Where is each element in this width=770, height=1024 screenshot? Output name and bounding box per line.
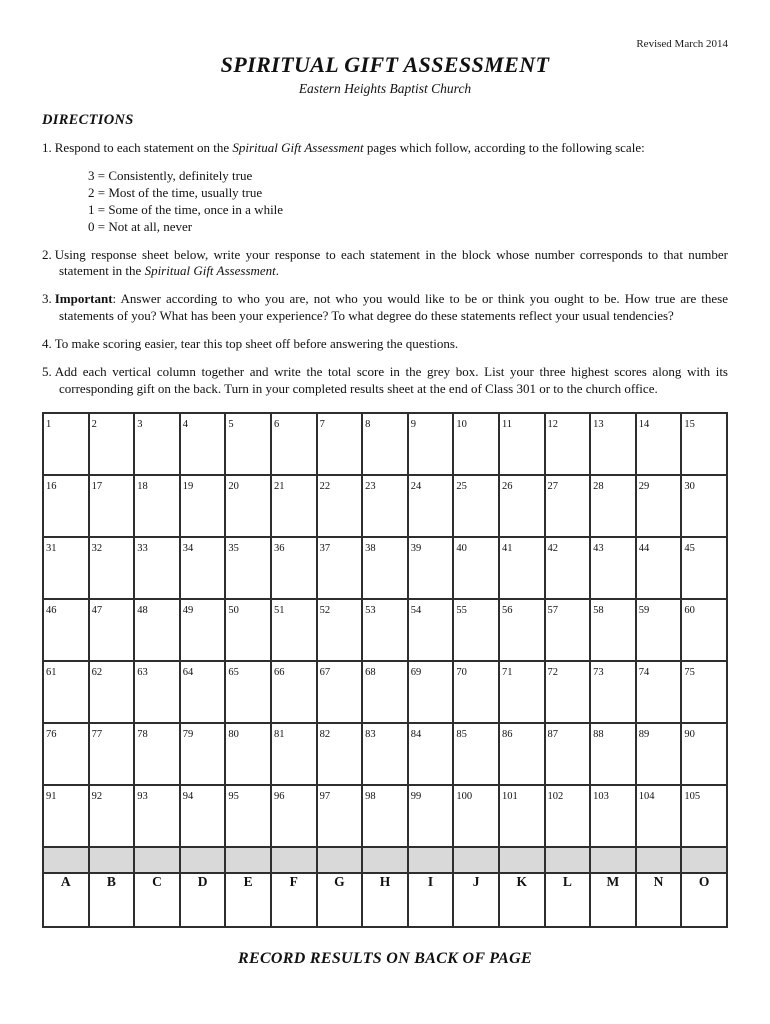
cell-number: 96 bbox=[273, 790, 285, 802]
answer-cell-15 bbox=[681, 413, 727, 475]
answer-cell-19 bbox=[180, 475, 226, 537]
answer-cell-53 bbox=[362, 599, 408, 661]
cell-number: 89 bbox=[638, 728, 650, 740]
answer-cell-6 bbox=[271, 413, 317, 475]
cell-number: 63 bbox=[137, 666, 148, 678]
cell-number: 62 bbox=[91, 666, 103, 678]
answer-cell-59 bbox=[636, 599, 682, 661]
answer-cell-32 bbox=[89, 537, 135, 599]
answer-cell-102 bbox=[545, 785, 591, 847]
cell-number: 98 bbox=[365, 790, 376, 802]
cell-number: 15 bbox=[684, 418, 695, 430]
cell-number: 10 bbox=[456, 418, 467, 430]
gift-letter-D: D bbox=[180, 873, 226, 927]
cell-number: 103 bbox=[593, 790, 609, 802]
item-text: To make scoring easier, tear this top sheet off before answering the questions. bbox=[54, 336, 459, 352]
cell-number: 6 bbox=[273, 418, 280, 430]
answer-cell-63 bbox=[134, 661, 180, 723]
cell-number: 16 bbox=[46, 480, 57, 492]
cell-number: 20 bbox=[228, 480, 239, 492]
item-number: 3. bbox=[42, 291, 52, 307]
cell-number: 87 bbox=[547, 728, 559, 740]
answer-cell-8 bbox=[362, 413, 408, 475]
gift-letter-I: I bbox=[408, 873, 454, 927]
item-number: 2. bbox=[42, 246, 52, 262]
answer-cell-70 bbox=[453, 661, 499, 723]
total-score-cell-E bbox=[225, 847, 271, 873]
answer-cell-17 bbox=[89, 475, 135, 537]
page-subtitle: Eastern Heights Baptist Church bbox=[298, 81, 472, 96]
gift-letter-B: B bbox=[89, 873, 135, 927]
answer-cell-3 bbox=[134, 413, 180, 475]
answer-cell-90 bbox=[681, 723, 727, 785]
cell-number: 105 bbox=[684, 790, 701, 802]
answer-cell-49 bbox=[180, 599, 226, 661]
cell-number: 39 bbox=[410, 542, 422, 554]
answer-row bbox=[43, 599, 727, 661]
answer-cell-82 bbox=[317, 723, 363, 785]
cell-number: 68 bbox=[365, 666, 376, 678]
cell-number: 67 bbox=[319, 666, 331, 678]
answer-cell-77 bbox=[89, 723, 135, 785]
cell-number: 11 bbox=[501, 418, 513, 430]
total-score-cell-A bbox=[43, 847, 89, 873]
answer-cell-98 bbox=[362, 785, 408, 847]
cell-number: 25 bbox=[456, 480, 467, 492]
cell-number: 13 bbox=[593, 418, 604, 430]
cell-number: 79 bbox=[182, 728, 194, 740]
answer-cell-83 bbox=[362, 723, 408, 785]
total-score-cell-I bbox=[408, 847, 454, 873]
cell-number: 1 bbox=[46, 418, 52, 430]
answer-cell-74 bbox=[636, 661, 682, 723]
answer-cell-41 bbox=[499, 537, 545, 599]
cell-number: 44 bbox=[638, 542, 650, 554]
item-text: pages which follow, according to the following scale: bbox=[363, 140, 645, 155]
cell-number: 85 bbox=[456, 728, 467, 740]
cell-number: 78 bbox=[137, 728, 148, 740]
page-title: SPIRITUAL GIFT ASSESSMENT bbox=[220, 52, 550, 77]
cell-number: 66 bbox=[273, 666, 285, 678]
answer-row bbox=[43, 475, 727, 537]
answer-cell-51 bbox=[271, 599, 317, 661]
cell-number: 97 bbox=[319, 790, 331, 802]
footer-note: RECORD RESULTS ON BACK OF PAGE bbox=[238, 949, 532, 967]
item-text: . bbox=[275, 263, 280, 279]
direction-item-4 bbox=[42, 336, 728, 353]
answer-cell-68 bbox=[362, 661, 408, 723]
answer-cell-43 bbox=[590, 537, 636, 599]
answer-cell-67 bbox=[317, 661, 363, 723]
answer-cell-61 bbox=[43, 661, 89, 723]
answer-cell-12 bbox=[545, 413, 591, 475]
answer-cell-56 bbox=[499, 599, 545, 661]
scale-line-0: 0 = Not at all, never bbox=[88, 219, 193, 235]
total-score-cell-G bbox=[317, 847, 363, 873]
answer-cell-91 bbox=[43, 785, 89, 847]
total-score-cell-D bbox=[180, 847, 226, 873]
total-score-cell-L bbox=[545, 847, 591, 873]
cell-number: 3 bbox=[137, 418, 143, 430]
cell-number: 53 bbox=[365, 604, 376, 616]
cell-number: 50 bbox=[228, 604, 239, 616]
answer-cell-28 bbox=[590, 475, 636, 537]
answer-row bbox=[43, 785, 727, 847]
answer-row bbox=[43, 723, 727, 785]
cell-number: 61 bbox=[46, 666, 57, 678]
cell-number: 23 bbox=[365, 480, 376, 492]
gift-letter-E: E bbox=[225, 873, 271, 927]
answer-cell-42 bbox=[545, 537, 591, 599]
cell-number: 46 bbox=[46, 604, 57, 616]
answer-cell-104 bbox=[636, 785, 682, 847]
answer-cell-66 bbox=[271, 661, 317, 723]
answer-cell-85 bbox=[453, 723, 499, 785]
answer-cell-52 bbox=[317, 599, 363, 661]
cell-number: 34 bbox=[182, 542, 194, 554]
cell-number: 54 bbox=[410, 604, 422, 616]
answer-cell-97 bbox=[317, 785, 363, 847]
cell-number: 92 bbox=[91, 790, 103, 802]
answer-cell-92 bbox=[89, 785, 135, 847]
totals-row bbox=[43, 847, 727, 873]
revision-date: Revised March 2014 bbox=[636, 38, 728, 50]
cell-number: 22 bbox=[319, 480, 331, 492]
cell-number: 26 bbox=[501, 480, 513, 492]
answer-cell-24 bbox=[408, 475, 454, 537]
answer-cell-64 bbox=[180, 661, 226, 723]
item-text: Add each vertical column together and write the total score in the grey box. List your three highest scores along with its corresponding gift on the back. Turn in your completed results sheet at the end of Class 301 or to the church office. bbox=[54, 363, 728, 396]
cell-number: 52 bbox=[319, 604, 331, 616]
cell-number: 102 bbox=[547, 790, 564, 802]
gift-letter-O: O bbox=[681, 873, 727, 927]
cell-number: 91 bbox=[46, 790, 57, 802]
cell-number: 18 bbox=[137, 480, 148, 492]
cell-number: 99 bbox=[410, 790, 422, 802]
direction-item-2 bbox=[42, 247, 728, 281]
answer-cell-72 bbox=[545, 661, 591, 723]
answer-cell-2 bbox=[89, 413, 135, 475]
cell-number: 95 bbox=[228, 790, 239, 802]
answer-cell-54 bbox=[408, 599, 454, 661]
answer-cell-76 bbox=[43, 723, 89, 785]
cell-number: 56 bbox=[501, 604, 513, 616]
cell-number: 72 bbox=[547, 666, 559, 678]
cell-number: 60 bbox=[684, 604, 695, 616]
cell-number: 69 bbox=[410, 666, 422, 678]
answer-cell-62 bbox=[89, 661, 135, 723]
answer-cell-57 bbox=[545, 599, 591, 661]
cell-number: 100 bbox=[456, 790, 473, 802]
direction-item-1 bbox=[42, 140, 728, 157]
cell-number: 57 bbox=[547, 604, 559, 616]
direction-item-3 bbox=[42, 291, 728, 325]
answer-row bbox=[43, 537, 727, 599]
cell-number: 41 bbox=[501, 542, 513, 554]
answer-cell-69 bbox=[408, 661, 454, 723]
cell-number: 76 bbox=[46, 728, 57, 740]
answer-cell-60 bbox=[681, 599, 727, 661]
total-score-cell-B bbox=[89, 847, 135, 873]
answer-cell-80 bbox=[225, 723, 271, 785]
answer-cell-23 bbox=[362, 475, 408, 537]
cell-number: 86 bbox=[501, 728, 513, 740]
cell-number: 47 bbox=[91, 604, 103, 616]
cell-number: 82 bbox=[319, 728, 331, 740]
scale-line-3: 3 = Consistently, definitely true bbox=[88, 167, 253, 183]
answer-cell-100 bbox=[453, 785, 499, 847]
cell-number: 64 bbox=[182, 666, 194, 678]
cell-number: 101 bbox=[501, 790, 518, 802]
answer-cell-35 bbox=[225, 537, 271, 599]
answer-cell-11 bbox=[499, 413, 545, 475]
cell-number: 104 bbox=[638, 790, 655, 802]
item-text-italic: Spiritual Gift Assessment bbox=[144, 263, 276, 279]
answer-cell-79 bbox=[180, 723, 226, 785]
answer-cell-101 bbox=[499, 785, 545, 847]
cell-number: 88 bbox=[593, 728, 604, 740]
cell-number: 9 bbox=[410, 418, 416, 430]
answer-cell-20 bbox=[225, 475, 271, 537]
answer-cell-99 bbox=[408, 785, 454, 847]
answer-cell-1 bbox=[43, 413, 89, 475]
cell-number: 4 bbox=[182, 418, 189, 430]
cell-number: 28 bbox=[593, 480, 604, 492]
cell-number: 24 bbox=[410, 480, 422, 492]
answer-cell-44 bbox=[636, 537, 682, 599]
answer-cell-40 bbox=[453, 537, 499, 599]
answer-cell-22 bbox=[317, 475, 363, 537]
answer-cell-86 bbox=[499, 723, 545, 785]
cell-number: 17 bbox=[91, 480, 103, 492]
total-score-cell-O bbox=[681, 847, 727, 873]
gift-letter-G: G bbox=[317, 873, 363, 927]
answer-cell-78 bbox=[134, 723, 180, 785]
answer-cell-45 bbox=[681, 537, 727, 599]
cell-number: 77 bbox=[91, 728, 103, 740]
direction-item-5 bbox=[42, 364, 728, 398]
cell-number: 8 bbox=[365, 418, 371, 430]
answer-cell-18 bbox=[134, 475, 180, 537]
answer-table bbox=[42, 412, 728, 928]
item-text-bold: Important bbox=[54, 291, 113, 307]
answer-cell-87 bbox=[545, 723, 591, 785]
answer-cell-31 bbox=[43, 537, 89, 599]
cell-number: 90 bbox=[684, 728, 695, 740]
cell-number: 12 bbox=[547, 418, 559, 430]
answer-cell-84 bbox=[408, 723, 454, 785]
cell-number: 65 bbox=[228, 666, 239, 678]
cell-number: 75 bbox=[684, 666, 695, 678]
answer-cell-94 bbox=[180, 785, 226, 847]
cell-number: 27 bbox=[547, 480, 559, 492]
gift-letter-K: K bbox=[499, 873, 545, 927]
answer-cell-10 bbox=[453, 413, 499, 475]
cell-number: 59 bbox=[638, 604, 650, 616]
cell-number: 55 bbox=[456, 604, 467, 616]
cell-number: 58 bbox=[593, 604, 604, 616]
cell-number: 81 bbox=[273, 728, 285, 740]
answer-cell-58 bbox=[590, 599, 636, 661]
letters-row bbox=[43, 873, 727, 927]
total-score-cell-N bbox=[636, 847, 682, 873]
cell-number: 48 bbox=[137, 604, 148, 616]
rating-scale bbox=[88, 167, 728, 236]
answer-cell-5 bbox=[225, 413, 271, 475]
item-text: Respond to each statement on the bbox=[54, 140, 233, 155]
item-text: : Answer according to who you are, not who you would like to be or think you ought to be. How true are these statements of you? What has been your experience? To what degree do these statements reflect your usual tendencies? bbox=[59, 291, 728, 324]
item-number: 1. bbox=[42, 140, 52, 155]
answer-cell-96 bbox=[271, 785, 317, 847]
scale-line-2: 2 = Most of the time, usually true bbox=[88, 185, 263, 201]
answer-cell-81 bbox=[271, 723, 317, 785]
cell-number: 36 bbox=[273, 542, 285, 554]
total-score-cell-C bbox=[134, 847, 180, 873]
cell-number: 74 bbox=[638, 666, 650, 678]
cell-number: 70 bbox=[456, 666, 467, 678]
cell-number: 7 bbox=[319, 418, 325, 430]
cell-number: 37 bbox=[319, 542, 331, 554]
answer-cell-93 bbox=[134, 785, 180, 847]
answer-cell-48 bbox=[134, 599, 180, 661]
cell-number: 42 bbox=[547, 542, 559, 554]
total-score-cell-K bbox=[499, 847, 545, 873]
cell-number: 94 bbox=[182, 790, 194, 802]
cell-number: 31 bbox=[46, 542, 57, 554]
cell-number: 73 bbox=[593, 666, 604, 678]
answer-cell-39 bbox=[408, 537, 454, 599]
answer-cell-30 bbox=[681, 475, 727, 537]
answer-cell-55 bbox=[453, 599, 499, 661]
cell-number: 84 bbox=[410, 728, 422, 740]
answer-cell-29 bbox=[636, 475, 682, 537]
answer-cell-26 bbox=[499, 475, 545, 537]
answer-cell-95 bbox=[225, 785, 271, 847]
answer-cell-38 bbox=[362, 537, 408, 599]
answer-cell-21 bbox=[271, 475, 317, 537]
answer-cell-89 bbox=[636, 723, 682, 785]
answer-cell-27 bbox=[545, 475, 591, 537]
answer-cell-47 bbox=[89, 599, 135, 661]
gift-letter-H: H bbox=[362, 873, 408, 927]
answer-cell-46 bbox=[43, 599, 89, 661]
cell-number: 29 bbox=[638, 480, 650, 492]
cell-number: 80 bbox=[228, 728, 239, 740]
cell-number: 14 bbox=[638, 418, 650, 430]
answer-cell-37 bbox=[317, 537, 363, 599]
scale-line-1: 1 = Some of the time, once in a while bbox=[88, 202, 284, 218]
cell-number: 38 bbox=[365, 542, 376, 554]
gift-letter-M: M bbox=[590, 873, 636, 927]
answer-cell-88 bbox=[590, 723, 636, 785]
answer-cell-71 bbox=[499, 661, 545, 723]
cell-number: 30 bbox=[684, 480, 695, 492]
answer-row bbox=[43, 661, 727, 723]
answer-cell-16 bbox=[43, 475, 89, 537]
answer-table-body bbox=[43, 413, 727, 927]
item-text-italic: Spiritual Gift Assessment bbox=[232, 140, 364, 155]
answer-cell-36 bbox=[271, 537, 317, 599]
gift-letter-C: C bbox=[134, 873, 180, 927]
cell-number: 33 bbox=[137, 542, 148, 554]
cell-number: 49 bbox=[182, 604, 194, 616]
answer-cell-13 bbox=[590, 413, 636, 475]
cell-number: 93 bbox=[137, 790, 148, 802]
answer-cell-4 bbox=[180, 413, 226, 475]
answer-cell-73 bbox=[590, 661, 636, 723]
total-score-cell-M bbox=[590, 847, 636, 873]
answer-cell-50 bbox=[225, 599, 271, 661]
answer-cell-25 bbox=[453, 475, 499, 537]
cell-number: 2 bbox=[91, 418, 97, 430]
item-number: 4. bbox=[42, 336, 52, 352]
total-score-cell-J bbox=[453, 847, 499, 873]
cell-number: 21 bbox=[273, 480, 285, 492]
gift-letter-F: F bbox=[271, 873, 317, 927]
cell-number: 40 bbox=[456, 542, 467, 554]
cell-number: 5 bbox=[228, 418, 234, 430]
answer-cell-33 bbox=[134, 537, 180, 599]
answer-cell-105 bbox=[681, 785, 727, 847]
cell-number: 35 bbox=[228, 542, 239, 554]
item-number: 5. bbox=[42, 363, 52, 379]
cell-number: 71 bbox=[501, 666, 513, 678]
answer-cell-34 bbox=[180, 537, 226, 599]
answer-cell-65 bbox=[225, 661, 271, 723]
cell-number: 32 bbox=[91, 542, 103, 554]
cell-number: 83 bbox=[365, 728, 376, 740]
answer-cell-75 bbox=[681, 661, 727, 723]
cell-number: 45 bbox=[684, 542, 695, 554]
answer-row bbox=[43, 413, 727, 475]
cell-number: 43 bbox=[593, 542, 604, 554]
answer-cell-103 bbox=[590, 785, 636, 847]
gift-letter-A: A bbox=[43, 873, 89, 927]
gift-letter-N: N bbox=[636, 873, 682, 927]
gift-letter-J: J bbox=[453, 873, 499, 927]
item-text: Using response sheet below, write your response to each statement in the block whose number corresponds to that number statement in the bbox=[54, 246, 728, 279]
total-score-cell-H bbox=[362, 847, 408, 873]
total-score-cell-F bbox=[271, 847, 317, 873]
directions-heading: DIRECTIONS bbox=[42, 112, 134, 128]
answer-cell-7 bbox=[317, 413, 363, 475]
cell-number: 19 bbox=[182, 480, 194, 492]
cell-number: 51 bbox=[273, 604, 285, 616]
gift-letter-L: L bbox=[545, 873, 591, 927]
answer-cell-14 bbox=[636, 413, 682, 475]
answer-cell-9 bbox=[408, 413, 454, 475]
